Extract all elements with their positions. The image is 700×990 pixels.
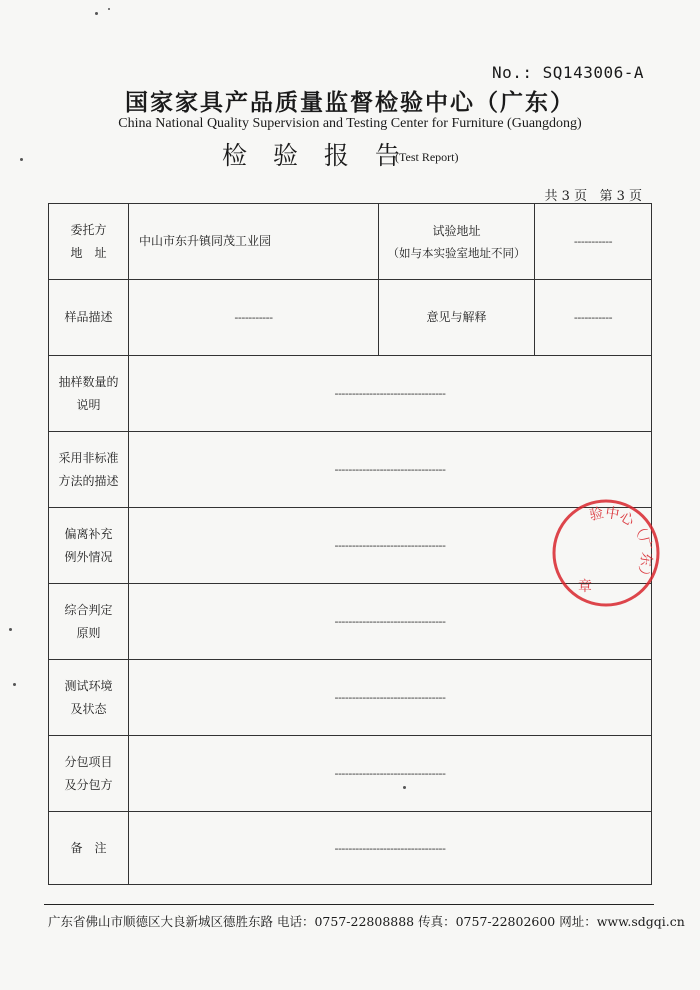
row-label-line2: 例外情况 (64, 549, 113, 564)
row-label-line1: 备 注 (70, 840, 107, 855)
scan-speck (9, 628, 12, 631)
report-title: 检 验 报 告 (222, 141, 409, 170)
row-label-line1: 分包项目 (64, 754, 113, 769)
form-row (49, 356, 652, 432)
page-info: 共 3 页 第 3 页 (544, 189, 642, 204)
institution-title-en: China National Quality Supervision and Testing Center for Furniture (Guangdong) (118, 116, 582, 131)
official-seal-stamp (530, 478, 680, 628)
opinion-label: 意见与解释 (379, 280, 535, 356)
row-label-line2: 方法的描述 (58, 473, 119, 488)
test-site-label-line2: （如与本实验室地址不同） (387, 246, 526, 260)
row-label-line2: 及分包方 (64, 777, 113, 792)
seal-bottom-text: 章 (578, 579, 592, 595)
scan-speck (403, 786, 406, 789)
report-number: No.: SQ143006-A (492, 63, 644, 82)
row-value: -------------------------------- (129, 660, 652, 736)
row-value: -------------------------------- (129, 508, 652, 584)
sample-row (49, 280, 652, 356)
client-label-line1: 委托方 (70, 222, 107, 237)
row-label-line2: 原则 (76, 625, 101, 640)
form-row (49, 660, 652, 736)
opinion-value: ----------- (535, 280, 652, 356)
row-label-line1: 综合判定 (64, 602, 113, 617)
client-label-line2: 地 址 (70, 245, 107, 260)
row-value: -------------------------------- (129, 736, 652, 812)
test-site-value: ----------- (535, 204, 652, 280)
seal-ring-text: 验中心（广东） (587, 504, 655, 584)
row-label-line1: 偏离补充 (64, 526, 113, 541)
footer-contact: 广东省佛山市顺德区大良新城区德胜东路 电话：0757-22808888 传真：0757-22802600 网址：www.sdgqi.cn (48, 914, 685, 929)
scan-speck (95, 12, 98, 15)
scan-speck (13, 683, 16, 686)
sample-label: 样品描述 (49, 280, 129, 356)
row-label-line1: 抽样数量的 (58, 374, 119, 389)
client-row (49, 204, 652, 280)
institution-title-cn: 国家家具产品质量监督检验中心（广东） (125, 89, 575, 116)
form-row (49, 736, 652, 812)
row-value: -------------------------------- (129, 432, 652, 508)
row-label-line1: 测试环境 (64, 678, 113, 693)
client-label (49, 204, 129, 280)
scan-speck (108, 8, 110, 10)
row-value: -------------------------------- (129, 584, 652, 660)
test-site-label-line1: 试验地址 (432, 224, 481, 238)
scan-speck (20, 158, 23, 161)
sample-value: ----------- (129, 280, 379, 356)
footer-divider (44, 904, 654, 905)
row-label-line1: 采用非标准 (58, 450, 119, 465)
row-label-line2: 及状态 (70, 701, 107, 716)
client-address: 中山市东升镇同茂工业园 (129, 204, 379, 280)
test-site-label (379, 204, 535, 280)
row-label-line2: 说明 (76, 397, 101, 412)
row-value: -------------------------------- (129, 356, 652, 432)
report-title-en: (Test Report) (395, 150, 459, 164)
row-value: -------------------------------- (129, 812, 652, 885)
form-row (49, 812, 652, 885)
